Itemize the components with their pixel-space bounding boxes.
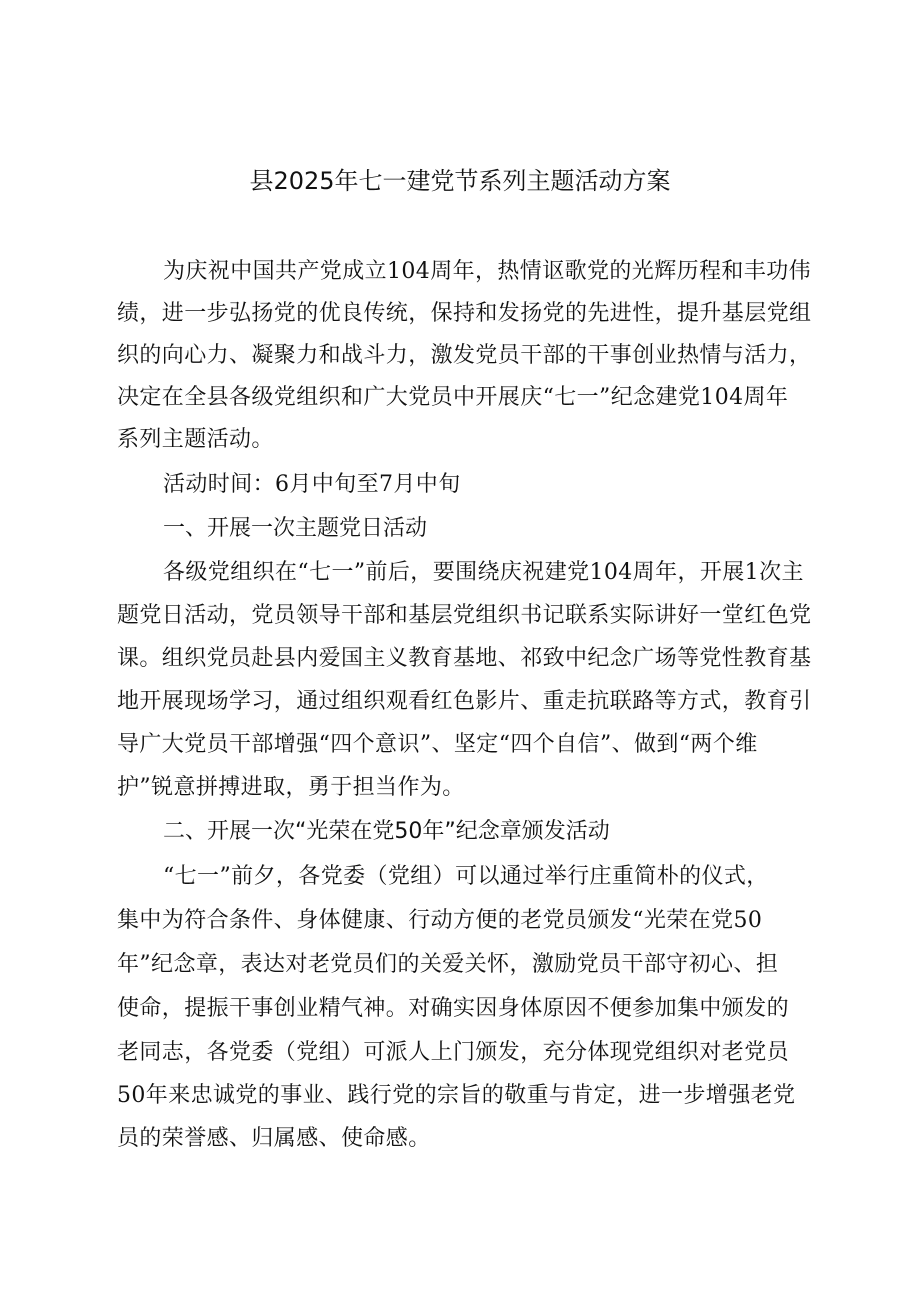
- intro-line: 决定在全县各级党组织和广大党员中开展庆“七一”纪念建党104周年: [117, 385, 789, 410]
- section2-line: 年”纪念章，表达对老党员们的关爱关怀，激励党员干部守初心、担: [117, 952, 779, 977]
- section-heading-2: 二、开展一次“光荣在党50年”纪念章颁发活动: [163, 819, 610, 844]
- intro-line: 系列主题活动。: [117, 427, 274, 452]
- activity-time: 活动时间：6月中旬至7月中旬: [163, 472, 461, 497]
- intro-line: 织的向心力、凝聚力和战斗力，激发党员干部的干事创业热情与活力，: [117, 343, 812, 368]
- section2-line: 集中为符合条件、身体健康、行动方便的老党员颁发“光荣在党50: [117, 908, 763, 933]
- document-title: 县2025年七一建党节系列主题活动方案: [249, 167, 671, 195]
- section2-line: 50年来忠诚党的事业、践行党的宗旨的敬重与肯定，进一步增强老党: [117, 1083, 796, 1108]
- section1-line: 导广大党员干部增强“四个意识”、坚定“四个自信”、做到“两个维: [117, 732, 758, 757]
- intro-line: 为庆祝中国共产党成立104周年，热情讴歌党的光辉历程和丰功伟: [163, 259, 811, 284]
- section2-line: 老同志，各党委（党组）可派人上门颁发，充分体现党组织对老党员: [117, 1040, 790, 1065]
- section-heading-1: 一、开展一次主题党日活动: [163, 516, 428, 541]
- section1-line: 各级党组织在“七一”前后，要围绕庆祝建党104周年，开展1次主: [163, 560, 804, 585]
- section2-line: “七一”前夕，各党委（党组）可以通过举行庄重简朴的仪式，: [163, 864, 769, 889]
- section1-line: 地开展现场学习，通过组织观看红色影片、重走抗联路等方式，教育引: [117, 689, 812, 714]
- section1-line: 课。组织党员赴县内爱国主义教育基地、祁致中纪念广场等党性教育基: [117, 646, 812, 671]
- intro-line: 绩，进一步弘扬党的优良传统，保持和发扬党的先进性，提升基层党组: [117, 301, 812, 326]
- section2-line: 员的荣誉感、归属感、使命感。: [117, 1126, 431, 1151]
- section2-line: 使命，提振干事创业精气神。对确实因身体原因不便参加集中颁发的: [117, 996, 790, 1021]
- section1-line: 题党日活动，党员领导干部和基层党组织书记联系实际讲好一堂红色党: [117, 603, 812, 628]
- section1-line: 护”锐意拼搏进取，勇于担当作为。: [117, 775, 465, 800]
